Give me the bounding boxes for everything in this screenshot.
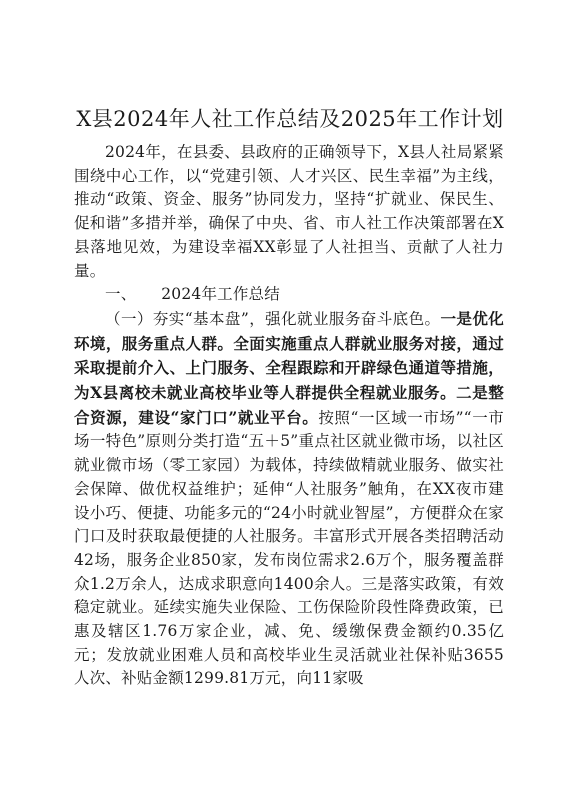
paragraph-lead: （一）夯实“基本盘”，强化就业服务奋斗底色。 [105, 309, 441, 328]
point-three-text: 延续实施失业保险、工伤保险阶段性降费政策，已惠及辖区1.76万家企业，减、免、缓缴保费金额约0.35亿元；发放就业困难人员和高校毕业生灵活就业社保补贴3655人次、补贴金额1299.81万元，向11家吸 [74, 598, 504, 688]
section-number: 一、 [105, 285, 137, 304]
point-one-heading: 一是优化环境，服务重点人群。 [74, 308, 504, 353]
point-two-heading: 二是整合资源，建设“家门口”就业平台。 [74, 383, 504, 427]
point-two-text: 按照“一区域一市场”“一市场一特色”原则分类打造“五＋5”重点社区就业微市场，以社区就业微市场（零工家园）为载体，持续做精就业服务、做实社会保障、做优权益维护；延伸“人社服务”触角，在XX夜市建设小巧、便捷、功能多元的“24小时就业智屋”，方便群众在家门口及时获取最便捷的人社服务。丰富形式开展各类招聘活动42场，服务企业850家，发布岗位需求2.6万个，服务覆盖群众1.2万余人，达成求职意向1400余人。 [74, 408, 504, 593]
section-heading [74, 283, 504, 307]
point-one-text: 全面实施重点人群就业服务对接，通过采取提前介入、上门服务、全程跟踪和开辟绿色通道等措施，为X县离校未就业高校毕业等人群提供全程就业服务。 [74, 333, 504, 403]
intro-paragraph: 2024年，在县委、县政府的正确领导下，X县人社局紧紧围绕中心工作，以“党建引领、人才兴区、民生幸福”为主线，推动“政策、资金、服务”协同发力，坚持“扩就业、保民生、促和谐”多措并举，确保了中央、省、市人社工作决策部署在X县落地见效，为建设幸福XX彰显了人社担当、贡献了人社力量。 [74, 143, 504, 280]
document-body [74, 141, 504, 691]
section-title: 2024年工作总结 [161, 285, 280, 304]
summary-paragraph [74, 307, 504, 691]
point-three-heading: 三是落实政策，有效稳定就业。 [74, 574, 504, 617]
document-title: X县2024年人社工作总结及2025年工作计划 [76, 107, 504, 131]
